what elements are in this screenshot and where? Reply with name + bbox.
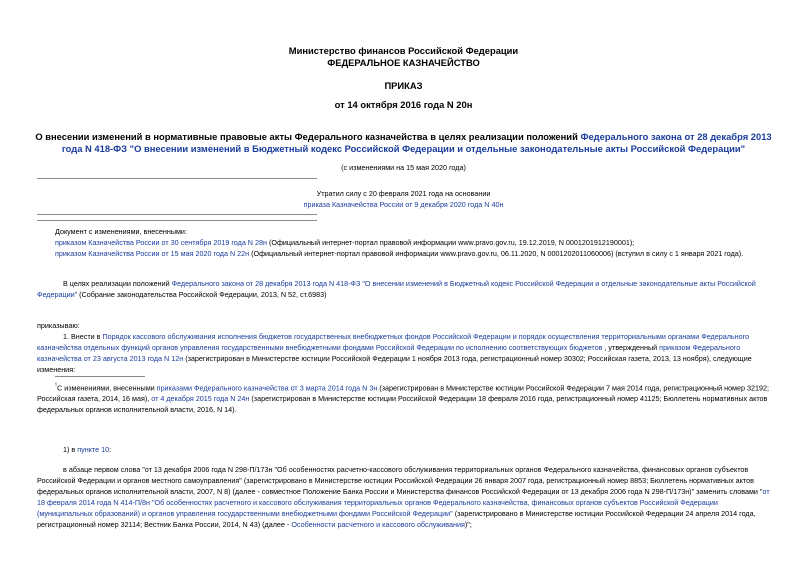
divider [37,178,317,179]
footnote-text: (зарегистрирован в Министерстве юстиции Российской Федерации 18 февраля 2016 года, регистрационный номер 41125; Бюллетень нормативных актов федеральных органов исполнительной власти, 2016, N 14). [37,394,768,415]
footnote-divider [55,376,145,377]
amendments-block [55,226,785,259]
doc-date: от 14 октября 2016 года N 20н [334,99,473,110]
preamble-law-link[interactable]: Федерального закона от 28 декабря 2013 года N 418-ФЗ "О внесении изменений в Бюджетный кодекс Российской Федерации и отдельные законодательные акты Российской Федерации" [37,279,756,299]
validity-link[interactable]: приказа Казначейства России от 9 декабря 2020 года N 40н [303,200,504,209]
features-service-link[interactable]: Особенности расчетного и кассового обслуживания [291,520,465,529]
paragraph-text: (далее - [260,520,292,529]
footnote-marker: ¹ [55,383,57,389]
document-title [30,131,777,155]
footnote [37,381,770,415]
subpoint-text: 1) в [63,445,78,454]
order-12n-link[interactable]: приказом Федерального казначейства от 23 августа 2013 года N 12н [37,343,741,363]
footnote-text: (зарегистрирован в Министерстве юстиции Российской Федерации 7 мая 2014 года, регистрационный номер 32192; Российская газета, 2014, 16 мая), [37,383,769,404]
amendment-item [55,248,785,259]
point-text: 1. Внести в [63,332,103,341]
validity-line: Утратил силу с 20 февраля 2021 года на основании [316,189,491,198]
title-text: О внесении изменений в нормативные правовые акты Федерального казначейства в целях реализации положений [35,131,581,142]
paragraph-text: )"; [464,520,472,529]
doc-type: ПРИКАЗ [384,80,423,91]
validity-note [240,188,567,210]
paragraph-text: (зарегистрировано в Министерстве юстиции Российской Федерации 24 апреля 2014 года, регистрационный номер 32114; Вестник Банка России, 2014, N 43) [37,509,756,529]
amendment-link-2[interactable]: приказом Казначейства России от 15 мая 2020 года N 22н [55,249,250,258]
footnote-link-2[interactable]: от 4 декабря 2015 года N 24н [151,394,250,404]
divider [37,220,317,221]
point-text: , следующие изменения: [37,354,752,374]
footnote-text: С изменениями, внесенными [57,383,157,393]
order-point-1 [37,331,770,375]
clause-10-link[interactable]: пункте 10 [77,445,110,454]
agency-name: ФЕДЕРАЛЬНОЕ КАЗНАЧЕЙСТВО [327,57,480,68]
title-law-link[interactable]: Федерального закона от 28 декабря 2013 года N 418-ФЗ "О внесении изменений в Бюджетный кодекс Российской Федерации и отдельные законодательные акты Российской Федерации" [61,131,772,154]
preamble-source: (Собрание законодательства Российской Федерации, 2013, N 52, ст.6983) [77,290,327,299]
preamble-text: В целях реализации положений [63,279,172,288]
edition-note: (с изменениями на 15 мая 2020 года) [341,163,466,172]
point-text: (зарегистрирован в Министерстве юстиции Российской Федерации 1 ноября 2013 года, регистрационный номер 30302; Российская газета, 2013, 13 ноября) [183,354,709,363]
amendment-text-2: (Официальный интернет-портал правовой информации www.pravo.gov.ru, 06.11.2020, N 0001202011060006) (вступил в силу с 1 января 2021 года). [249,249,744,258]
subpoint-text: : [109,445,112,454]
amendment-text-1: (Официальный интернет-портал правовой информации www.pravo.gov.ru, 19.12.2019, N 0001201912190001); [266,238,635,247]
amendment-item [55,237,785,248]
regulation-414p-link[interactable]: от 18 февраля 2014 года N 414-П/8н "Об особенностях расчетного и кассового обслуживания территориальных органов Федерального казначейства, финансовых органов субъектов Российской Федерации (муниципальных образований) и органов управления государственными внебюджетными фондами Российской Федерации" [37,487,770,518]
preamble [37,278,770,300]
footnote-link-1[interactable]: приказами Федерального казначейства от 3 марта 2014 года N 3н [156,383,378,393]
paragraph-text: в абзаце первом слова "от 13 декабря 2006 года N 298-П/173н "Об особенностях расчетно-кассового обслуживания территориальных органов Федерального казначейства, финансовых органов субъектов Российской Федерации и органов местного самоуправления" (зарегистрировано в Министерстве юстиции Российской Федерации 26 января 2007 года, регистрационный номер 8853; Бюллетень нормативных актов федеральных органов исполнительной власти, 2007, N 8) [37,465,754,496]
amendments-intro: Документ с изменениями, внесенными: [55,227,187,236]
subpoint-1 [37,444,770,455]
ministry-name: Министерство финансов Российской Федерации [288,45,519,56]
paragraph-text: (далее - совместное Положение Банка России и Министерства финансов Российской Федерации от 13 декабря 2006 года N 298-П/173н)" заменить словами " [230,487,763,496]
order-verb: приказываю: [37,321,80,330]
amendment-paragraph [37,464,770,530]
point-text: , утвержденный [602,343,660,352]
procedure-link[interactable]: Порядок кассового обслуживания исполнения бюджетов государственных внебюджетных фондов Российской Федерации и порядок осуществления территориальными органами Федерального казначейства отдельных функций органов управления государственными внебюджетными фондами Российской Федерации по исполнению соответствующих бюджетов [37,332,750,352]
divider [37,214,317,215]
amendment-link-1[interactable]: приказом Казначейства России от 30 сентября 2019 года N 28н [55,238,267,247]
